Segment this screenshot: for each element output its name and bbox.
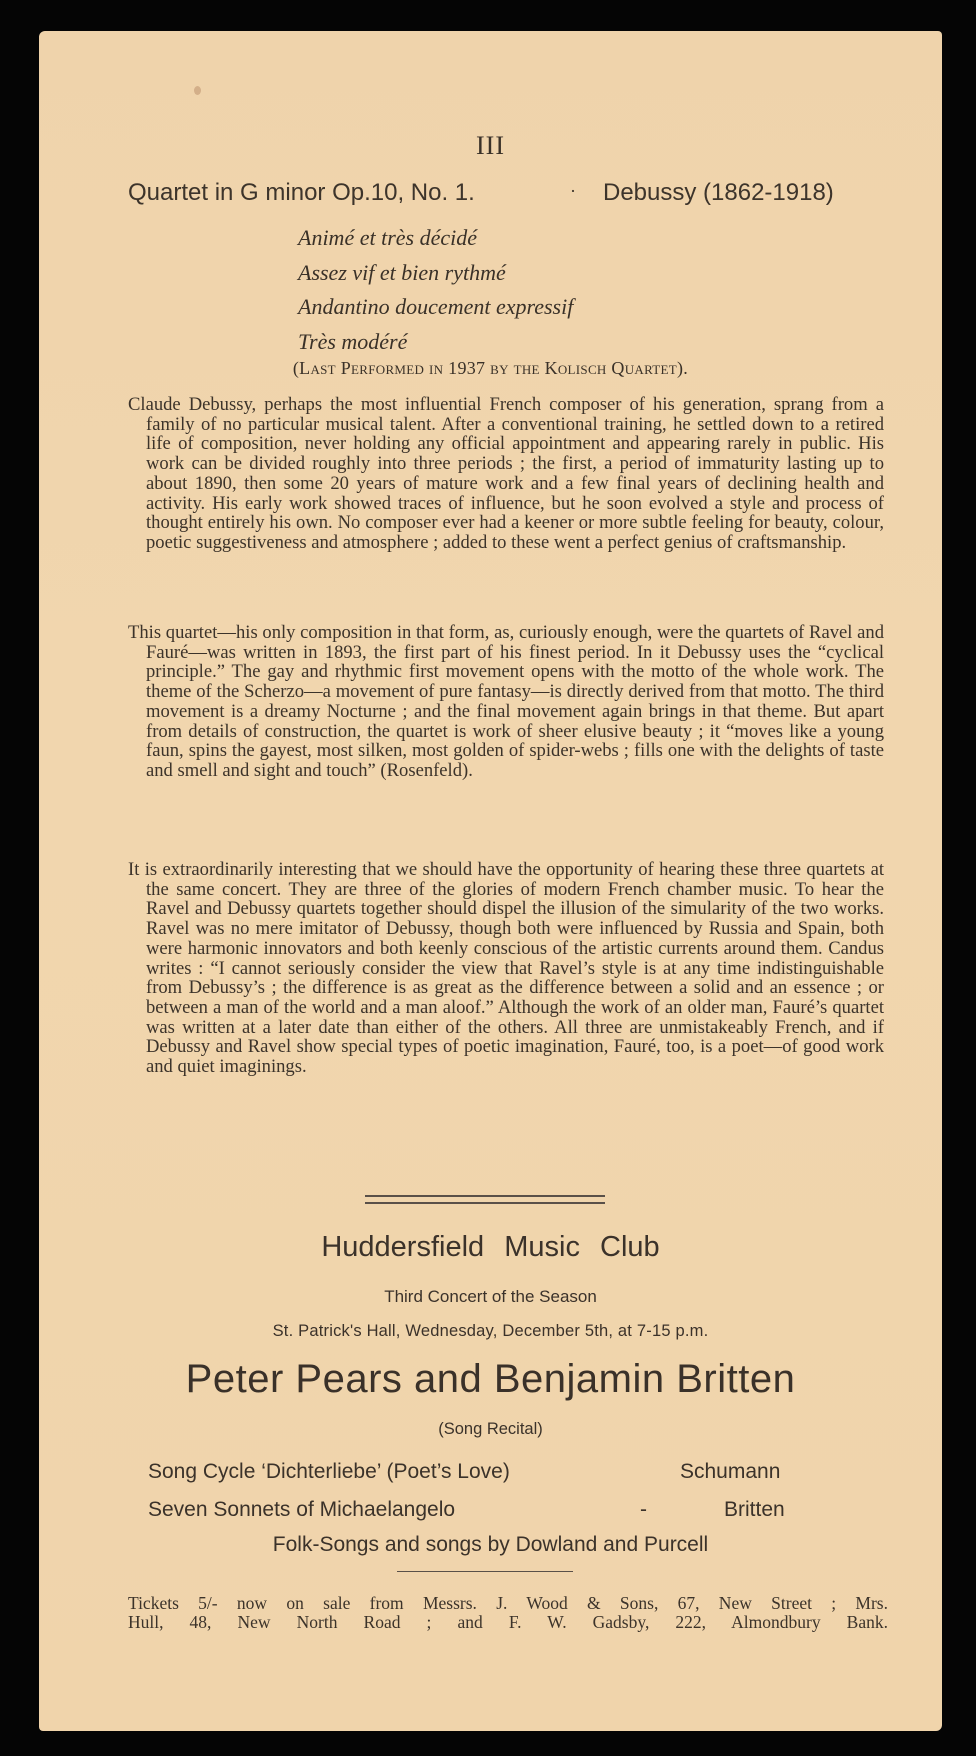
programme-sheet xyxy=(39,31,942,1731)
single-divider xyxy=(397,1571,573,1572)
movement-item: Très modéré xyxy=(298,328,408,354)
movement-item: Assez vif et bien rythmé xyxy=(298,259,506,285)
ticket-info xyxy=(128,1594,888,1632)
club-name: Huddersfield Music Club xyxy=(321,1231,660,1263)
last-performed-note: (Last Performed in 1937 by the Kolisch Quartet). xyxy=(292,358,689,378)
section-numeral: III xyxy=(476,131,505,160)
movement-list xyxy=(298,221,573,359)
movement-item: Animé et très décidé xyxy=(298,225,477,250)
program-item-separator: - xyxy=(640,1498,647,1521)
season-label: Third Concert of the Season xyxy=(384,1287,597,1306)
ticket-info-line: Tickets 5/- now on sale from Messrs. J. Wood & Sons, 67, New Street ; Mrs. xyxy=(128,1593,888,1613)
recital-type: (Song Recital) xyxy=(438,1420,543,1438)
paper-stain xyxy=(194,86,201,95)
venue-date: St. Patrick's Hall, Wednesday, December 5th, at 7-15 p.m. xyxy=(272,1322,709,1340)
ticket-info-line: Hull, 48, New North Road ; and F. W. Gadsby, 222, Almondbury Bank. xyxy=(128,1612,888,1632)
program-item-composer: Schumann xyxy=(680,1460,781,1483)
double-divider xyxy=(365,1195,605,1204)
movement-item: Andantino doucement expressif xyxy=(298,294,574,319)
program-item-title: Song Cycle ‘Dichterliebe’ (Poet’s Love) xyxy=(148,1460,510,1483)
work-title: Quartet in G minor Op.10, No. 1. xyxy=(128,179,475,206)
work-composer: Debussy (1862-1918) xyxy=(603,179,834,206)
programme-note-paragraph: It is extraordinarily interesting that we should have the opportunity of hearing these three quartets at the same concert. They are three of the glories of modern French chamber music. To hear the Ravel and Debussy quartets together should dispel the illusion of the simularity of the two works. Ravel was no mere imitator of Debussy, though both were influenced by Russia and Spain, both were harmonic innovators and both keenly conscious of the artistic currents around them. Candus writes : “I cannot seriously consider the view that Ravel’s style is at any time indistinguishable from Debussy’s ; the difference is as great as the difference between a solid and an essence ; or between a man of the world and a man aloof.” Although the work of an older man, Fauré’s quartet was written at a later date than either of the others. All three are unmistakeably French, and if Debussy and Ravel show special types of poetic imagination, Fauré, too, is a poet—of good work and quiet imaginings. xyxy=(128,859,884,1078)
program-item-title: Folk-Songs and songs by Dowland and Purcell xyxy=(272,1533,709,1556)
performers-heading: Peter Pears and Benjamin Britten xyxy=(185,1357,796,1401)
title-separator: · xyxy=(570,181,576,201)
program-item-composer: Britten xyxy=(724,1498,785,1521)
program-item-title: Seven Sonnets of Michaelangelo xyxy=(148,1498,456,1521)
programme-note-paragraph: This quartet—his only composition in that form, as, curiously enough, were the quartets of Ravel and Fauré—was written in 1893, the first part of his finest period. In it Debussy uses the “cyclical principle.” The gay and rhythmic first movement opens with the motto of the whole work. The theme of the Scherzo—a movement of pure fantasy—is directly derived from that motto. The third movement is a dreamy Nocturne ; and the final movement again brings in that theme. But apart from details of construction, the quartet is work of sheer elusive beauty ; it “moves like a young faun, spins the gayest, most silken, most golden of spider-webs ; fills one with the delights of taste and smell and sight and touch” (Rosenfeld). xyxy=(128,622,884,781)
programme-note-paragraph: Claude Debussy, perhaps the most influential French composer of his generation, sprang from a family of no particular musical talent. After a conventional training, he settled down to a retired life of composition, never holding any official appointment and appearing rarely in public. His work can be divided roughly into three periods ; the first, a period of immaturity lasting up to about 1890, then some 20 years of mature work and a few final years of declining health and activity. His early work showed traces of influence, but he soon evolved a style and process of thought entirely his own. No composer ever had a keener or more subtle feeling for beauty, colour, poetic suggestiveness and atmosphere ; added to these went a perfect genius of craftsmanship. xyxy=(128,394,884,553)
